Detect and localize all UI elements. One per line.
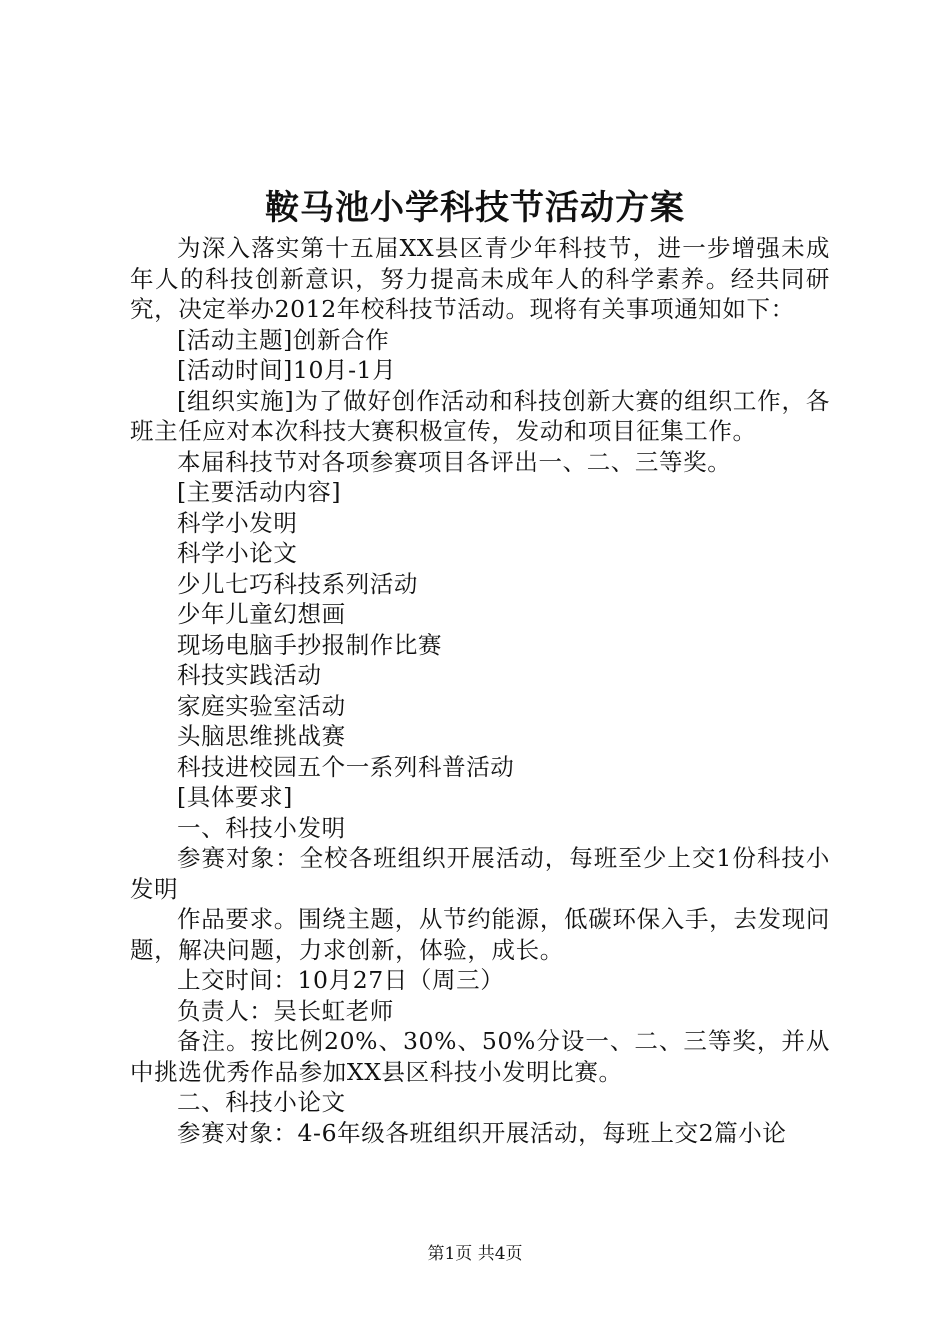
list-item: 家庭实验室活动 bbox=[177, 691, 346, 720]
paragraph-essay-participants: 参赛对象：4-6年级各班组织开展活动，每班上交2篇小论 bbox=[177, 1118, 787, 1147]
paragraph-deadline: 上交时间：10月27日（周三） bbox=[177, 966, 505, 994]
list-item: 头脑思维挑战赛 bbox=[177, 722, 346, 750]
list-item: 科技进校园五个一系列科普活动 bbox=[177, 752, 515, 781]
list-item: 少儿七巧科技系列活动 bbox=[177, 569, 418, 598]
section-heading-main-activities: [主要活动内容] bbox=[177, 478, 342, 506]
paragraph-awards: 本届科技节对各项参赛项目各评出一、二、三等奖。 bbox=[177, 447, 732, 476]
subsection-heading-essay: 二、科技小论文 bbox=[177, 1088, 346, 1116]
section-heading-requirements: [具体要求] bbox=[177, 783, 293, 811]
list-item: 少年儿童幻想画 bbox=[177, 600, 346, 628]
list-item: 科学小论文 bbox=[177, 539, 298, 567]
subsection-heading-invention: 一、科技小发明 bbox=[177, 813, 346, 842]
paragraph-organization: [组织实施]为了做好创作活动和科技创新大赛的组织工作，各班主任应对本次科技大赛积极宣传，发动和项目征集工作。 bbox=[130, 386, 830, 445]
list-item: 科技实践活动 bbox=[177, 661, 322, 689]
paragraph-work-requirements: 作品要求。围绕主题，从节约能源，低碳环保入手，去发现问题，解决问题，力求创新，体验，成长。 bbox=[130, 905, 830, 964]
page-footer: 第1页 共4页 bbox=[427, 1244, 523, 1264]
paragraph-remarks: 备注。按比例20%、30%、50%分设一、二、三等奖，并从中挑选优秀作品参加XX县区科技小发明比赛。 bbox=[130, 1027, 830, 1086]
paragraph-person-in-charge: 负责人：吴长虹老师 bbox=[177, 996, 394, 1025]
document-body bbox=[130, 233, 830, 1148]
list-item: 科学小发明 bbox=[177, 508, 298, 537]
list-item: 现场电脑手抄报制作比赛 bbox=[177, 630, 443, 659]
paragraph-participants: 参赛对象：全校各班组织开展活动，每班至少上交1份科技小发明 bbox=[130, 844, 830, 903]
document-title: 鞍马池小学科技节活动方案 bbox=[265, 188, 685, 228]
paragraph-time: [活动时间]10月-1月 bbox=[177, 356, 397, 384]
paragraph-theme: [活动主题]创新合作 bbox=[177, 325, 390, 354]
paragraph-intro: 为深入落实第十五届XX县区青少年科技节，进一步增强未成年人的科技创新意识，努力提高未成年人的科学素养。经共同研究，决定举办2012年校科技节活动。现将有关事项通知如下： bbox=[130, 234, 830, 323]
